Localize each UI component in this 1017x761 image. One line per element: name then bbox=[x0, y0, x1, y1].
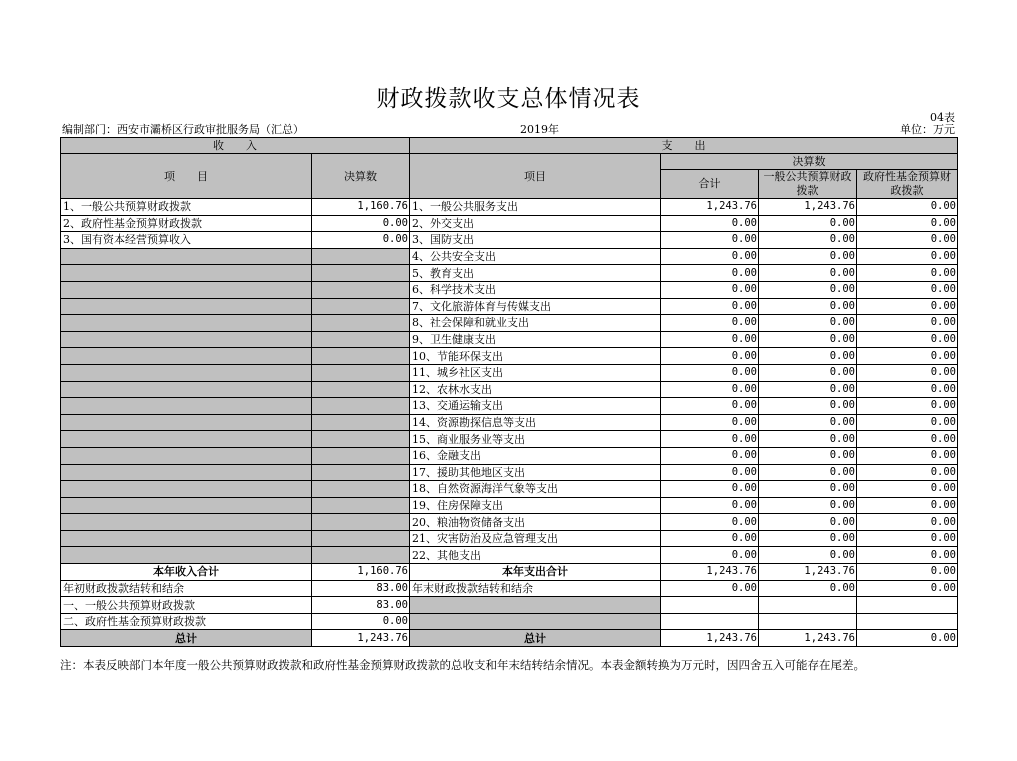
expense-general-budget: 0.00 bbox=[759, 381, 857, 398]
empty-cell bbox=[410, 613, 661, 630]
expense-total: 0.00 bbox=[661, 215, 759, 232]
expense-item: 22、其他支出 bbox=[410, 547, 661, 564]
expense-total: 0.00 bbox=[661, 398, 759, 415]
expense-general-budget: 0.00 bbox=[759, 215, 857, 232]
expense-total: 0.00 bbox=[661, 331, 759, 348]
end-balance-general: 0.00 bbox=[759, 580, 857, 597]
expense-total: 0.00 bbox=[661, 265, 759, 282]
expense-gov-fund: 0.00 bbox=[857, 497, 958, 514]
table-row bbox=[61, 315, 958, 332]
expense-gov-fund: 0.00 bbox=[857, 431, 958, 448]
table-row bbox=[61, 481, 958, 498]
income-amount-header: 决算数 bbox=[312, 154, 410, 199]
income-item bbox=[61, 481, 312, 498]
empty-cell bbox=[759, 613, 857, 630]
income-amount bbox=[312, 514, 410, 531]
empty-cell bbox=[661, 597, 759, 614]
income-item bbox=[61, 364, 312, 381]
expense-item: 1、一般公共服务支出 bbox=[410, 199, 661, 216]
expense-item: 21、灾害防治及应急管理支出 bbox=[410, 530, 661, 547]
income-item-header: 项 目 bbox=[61, 154, 312, 199]
income-amount bbox=[312, 464, 410, 481]
expense-item: 9、卫生健康支出 bbox=[410, 331, 661, 348]
expense-general-budget: 0.00 bbox=[759, 298, 857, 315]
income-item bbox=[61, 497, 312, 514]
expense-total: 0.00 bbox=[661, 232, 759, 249]
begin-balance-label: 年初财政拨款结转和结余 bbox=[61, 580, 312, 597]
income-total-label: 本年收入合计 bbox=[61, 564, 312, 581]
grand-total-label-right: 总计 bbox=[410, 630, 661, 647]
table-row bbox=[61, 514, 958, 531]
expense-gov-fund: 0.00 bbox=[857, 348, 958, 365]
grand-total-sum: 1,243.76 bbox=[661, 630, 759, 647]
income-amount bbox=[312, 547, 410, 564]
income-amount bbox=[312, 364, 410, 381]
income-item: 2、政府性基金预算财政拨款 bbox=[61, 215, 312, 232]
expense-total: 0.00 bbox=[661, 381, 759, 398]
expense-item-header: 项目 bbox=[410, 154, 661, 199]
final-amount-group-header: 决算数 bbox=[661, 154, 958, 170]
grand-total-label-left: 总计 bbox=[61, 630, 312, 647]
expense-total-sum: 1,243.76 bbox=[661, 564, 759, 581]
begin-fund-value: 0.00 bbox=[312, 613, 410, 630]
income-item: 1、一般公共预算财政拨款 bbox=[61, 199, 312, 216]
income-item bbox=[61, 315, 312, 332]
income-amount bbox=[312, 398, 410, 415]
income-item bbox=[61, 298, 312, 315]
expense-total-fund: 0.00 bbox=[857, 564, 958, 581]
income-amount bbox=[312, 497, 410, 514]
table-row bbox=[61, 398, 958, 415]
table-row bbox=[61, 199, 958, 216]
end-balance-label: 年末财政拨款结转和结余 bbox=[410, 580, 661, 597]
income-amount bbox=[312, 481, 410, 498]
expense-gov-fund: 0.00 bbox=[857, 381, 958, 398]
expense-gov-fund: 0.00 bbox=[857, 265, 958, 282]
expense-general-budget: 0.00 bbox=[759, 315, 857, 332]
expense-item: 13、交通运输支出 bbox=[410, 398, 661, 415]
expense-item: 16、金融支出 bbox=[410, 447, 661, 464]
expense-general-budget: 0.00 bbox=[759, 447, 857, 464]
empty-cell bbox=[857, 613, 958, 630]
expense-gov-fund: 0.00 bbox=[857, 298, 958, 315]
empty-cell bbox=[410, 597, 661, 614]
grand-total-fund: 0.00 bbox=[857, 630, 958, 647]
income-item bbox=[61, 398, 312, 415]
begin-general-value: 83.00 bbox=[312, 597, 410, 614]
expense-item: 15、商业服务业等支出 bbox=[410, 431, 661, 448]
expense-total: 0.00 bbox=[661, 447, 759, 464]
income-item bbox=[61, 414, 312, 431]
expense-general-budget: 0.00 bbox=[759, 497, 857, 514]
begin-general-label: 一、一般公共预算财政拨款 bbox=[61, 597, 312, 614]
income-amount bbox=[312, 447, 410, 464]
expense-total: 0.00 bbox=[661, 248, 759, 265]
table-row bbox=[61, 431, 958, 448]
expense-gov-fund: 0.00 bbox=[857, 530, 958, 547]
expense-total: 0.00 bbox=[661, 315, 759, 332]
page-title: 财政拨款收支总体情况表 bbox=[376, 86, 641, 112]
expense-item: 14、资源勘探信息等支出 bbox=[410, 414, 661, 431]
table-row bbox=[61, 298, 958, 315]
income-amount bbox=[312, 381, 410, 398]
expense-general-budget: 0.00 bbox=[759, 514, 857, 531]
expense-item: 19、住房保障支出 bbox=[410, 497, 661, 514]
expense-gov-fund: 0.00 bbox=[857, 248, 958, 265]
expense-general-budget: 0.00 bbox=[759, 364, 857, 381]
income-amount bbox=[312, 530, 410, 547]
expense-item: 7、文化旅游体育与传媒支出 bbox=[410, 298, 661, 315]
expense-item: 10、节能环保支出 bbox=[410, 348, 661, 365]
expense-general-budget: 0.00 bbox=[759, 281, 857, 298]
table-row bbox=[61, 265, 958, 282]
table-row bbox=[61, 331, 958, 348]
income-item bbox=[61, 530, 312, 547]
expense-total: 0.00 bbox=[661, 547, 759, 564]
general-budget-column-header: 一般公共预算财政拨款 bbox=[759, 170, 857, 199]
expense-total: 0.00 bbox=[661, 348, 759, 365]
expense-item: 8、社会保障和就业支出 bbox=[410, 315, 661, 332]
expense-gov-fund: 0.00 bbox=[857, 281, 958, 298]
expense-gov-fund: 0.00 bbox=[857, 447, 958, 464]
expense-total: 0.00 bbox=[661, 497, 759, 514]
table-row bbox=[61, 215, 958, 232]
expense-total: 0.00 bbox=[661, 530, 759, 547]
gov-fund-column-header: 政府性基金预算财政拨款 bbox=[857, 170, 958, 199]
income-amount: 0.00 bbox=[312, 232, 410, 249]
income-amount bbox=[312, 298, 410, 315]
expense-item: 5、教育支出 bbox=[410, 265, 661, 282]
table-number: 04表 bbox=[930, 111, 955, 124]
expense-gov-fund: 0.00 bbox=[857, 215, 958, 232]
expense-item: 20、粮油物资储备支出 bbox=[410, 514, 661, 531]
expense-item: 17、援助其他地区支出 bbox=[410, 464, 661, 481]
income-amount bbox=[312, 348, 410, 365]
expense-item: 12、农林水支出 bbox=[410, 381, 661, 398]
expense-item: 6、科学技术支出 bbox=[410, 281, 661, 298]
expense-gov-fund: 0.00 bbox=[857, 398, 958, 415]
table-row bbox=[61, 281, 958, 298]
expense-general-budget: 0.00 bbox=[759, 248, 857, 265]
income-amount: 0.00 bbox=[312, 215, 410, 232]
expense-total: 0.00 bbox=[661, 414, 759, 431]
fiscal-table bbox=[60, 137, 958, 647]
income-item bbox=[61, 265, 312, 282]
expense-gov-fund: 0.00 bbox=[857, 364, 958, 381]
table-row bbox=[61, 232, 958, 249]
table-row bbox=[61, 547, 958, 564]
expense-item: 11、城乡社区支出 bbox=[410, 364, 661, 381]
income-amount bbox=[312, 431, 410, 448]
expense-gov-fund: 0.00 bbox=[857, 464, 958, 481]
total-column-header: 合计 bbox=[661, 170, 759, 199]
expense-general-budget: 0.00 bbox=[759, 547, 857, 564]
income-amount bbox=[312, 315, 410, 332]
begin-fund-label: 二、政府性基金预算财政拨款 bbox=[61, 613, 312, 630]
expense-total: 0.00 bbox=[661, 431, 759, 448]
end-balance-sum: 0.00 bbox=[661, 580, 759, 597]
expense-general-budget: 0.00 bbox=[759, 348, 857, 365]
income-item bbox=[61, 381, 312, 398]
compiling-department: 编制部门：西安市灞桥区行政审批服务局（汇总） bbox=[62, 123, 304, 136]
income-item bbox=[61, 514, 312, 531]
expense-total: 0.00 bbox=[661, 481, 759, 498]
expense-general-budget: 0.00 bbox=[759, 265, 857, 282]
income-amount bbox=[312, 281, 410, 298]
expense-gov-fund: 0.00 bbox=[857, 414, 958, 431]
income-item: 3、国有资本经营预算收入 bbox=[61, 232, 312, 249]
expense-general-budget: 0.00 bbox=[759, 530, 857, 547]
expense-item: 18、自然资源海洋气象等支出 bbox=[410, 481, 661, 498]
expense-item: 4、公共安全支出 bbox=[410, 248, 661, 265]
expense-header: 支 出 bbox=[410, 138, 958, 154]
income-item bbox=[61, 431, 312, 448]
income-item bbox=[61, 547, 312, 564]
table-row bbox=[61, 530, 958, 547]
expense-item: 2、外交支出 bbox=[410, 215, 661, 232]
grand-total-general: 1,243.76 bbox=[759, 630, 857, 647]
footnote: 注：本表反映部门本年度一般公共预算财政拨款和政府性基金预算财政拨款的总收支和年末结转结余情况。本表金额转换为万元时，因四舍五入可能存在尾差。 bbox=[60, 658, 865, 672]
table-row bbox=[61, 497, 958, 514]
expense-gov-fund: 0.00 bbox=[857, 331, 958, 348]
unit-label: 单位：万元 bbox=[900, 123, 955, 136]
income-item bbox=[61, 464, 312, 481]
expense-general-budget: 0.00 bbox=[759, 331, 857, 348]
expense-general-budget: 1,243.76 bbox=[759, 199, 857, 216]
expense-total: 0.00 bbox=[661, 298, 759, 315]
expense-gov-fund: 0.00 bbox=[857, 232, 958, 249]
expense-general-budget: 0.00 bbox=[759, 481, 857, 498]
income-item bbox=[61, 281, 312, 298]
expense-gov-fund: 0.00 bbox=[857, 547, 958, 564]
table-row bbox=[61, 364, 958, 381]
expense-total: 0.00 bbox=[661, 514, 759, 531]
income-header: 收 入 bbox=[61, 138, 410, 154]
expense-general-budget: 0.00 bbox=[759, 398, 857, 415]
income-item bbox=[61, 248, 312, 265]
expense-item: 3、国防支出 bbox=[410, 232, 661, 249]
table-row bbox=[61, 464, 958, 481]
grand-total-income: 1,243.76 bbox=[312, 630, 410, 647]
begin-balance-value: 83.00 bbox=[312, 580, 410, 597]
report-year: 2019年 bbox=[520, 123, 559, 136]
expense-general-budget: 0.00 bbox=[759, 232, 857, 249]
expense-total: 0.00 bbox=[661, 464, 759, 481]
expense-gov-fund: 0.00 bbox=[857, 199, 958, 216]
income-amount bbox=[312, 248, 410, 265]
income-item bbox=[61, 348, 312, 365]
expense-total-label: 本年支出合计 bbox=[410, 564, 661, 581]
table-row bbox=[61, 248, 958, 265]
expense-total: 0.00 bbox=[661, 364, 759, 381]
table-row bbox=[61, 447, 958, 464]
table-row bbox=[61, 414, 958, 431]
expense-gov-fund: 0.00 bbox=[857, 315, 958, 332]
expense-general-budget: 0.00 bbox=[759, 414, 857, 431]
empty-cell bbox=[857, 597, 958, 614]
table-row bbox=[61, 381, 958, 398]
income-amount: 1,160.76 bbox=[312, 199, 410, 216]
empty-cell bbox=[759, 597, 857, 614]
income-amount bbox=[312, 414, 410, 431]
end-balance-fund: 0.00 bbox=[857, 580, 958, 597]
expense-total: 0.00 bbox=[661, 281, 759, 298]
expense-gov-fund: 0.00 bbox=[857, 514, 958, 531]
empty-cell bbox=[661, 613, 759, 630]
income-amount bbox=[312, 331, 410, 348]
expense-general-budget: 0.00 bbox=[759, 464, 857, 481]
table-row bbox=[61, 348, 958, 365]
expense-gov-fund: 0.00 bbox=[857, 481, 958, 498]
income-amount bbox=[312, 265, 410, 282]
expense-total-general: 1,243.76 bbox=[759, 564, 857, 581]
expense-total: 1,243.76 bbox=[661, 199, 759, 216]
income-item bbox=[61, 447, 312, 464]
income-item bbox=[61, 331, 312, 348]
expense-general-budget: 0.00 bbox=[759, 431, 857, 448]
income-total-value: 1,160.76 bbox=[312, 564, 410, 581]
